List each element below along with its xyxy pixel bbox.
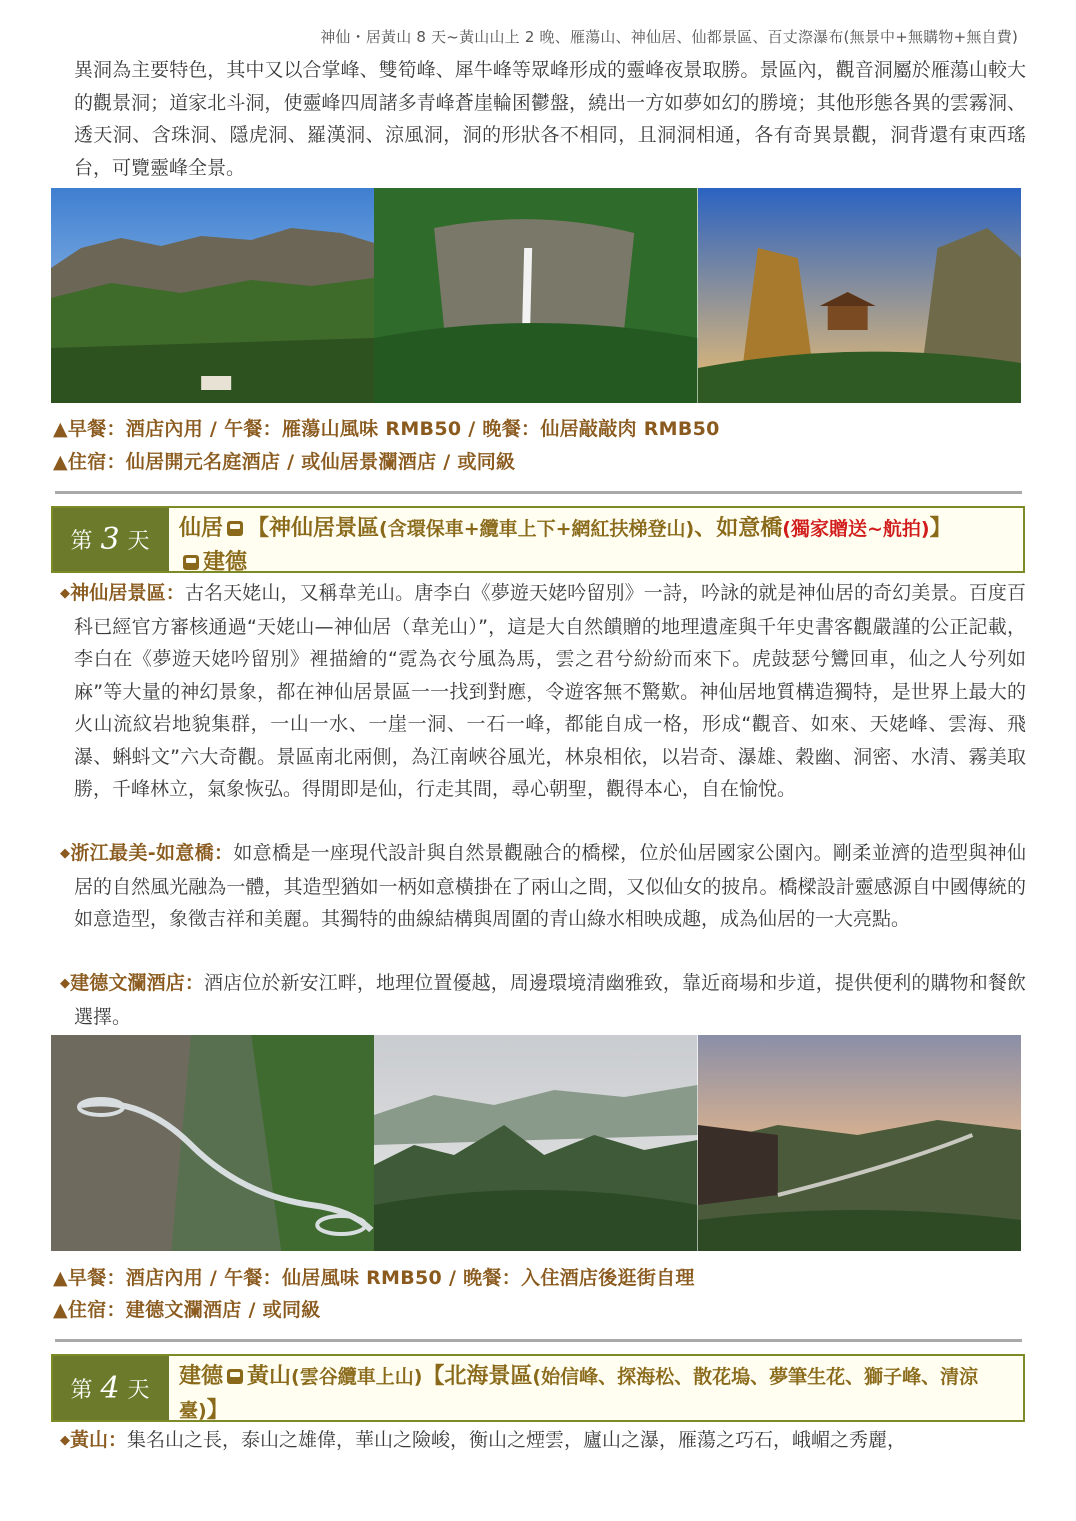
day3-item-scenic: ◆神仙居景區：古名天姥山，又稱韋羌山。唐李白《夢遊天姥吟留別》一詩，吟詠的就是神仙居的奇幻美景。百度百科已經官方審核通過“天姥山—神仙居（韋羌山）”，這是大自然饋贈的地理遺產與千年史書客觀嚴謹的公正記載，李白在《夢遊天姥吟留別》裡描繪的“霓為衣兮風為馬，雲之君兮紛紛而來下。虎鼓瑟兮鸞回車，仙之人兮列如麻”等大量的神幻景象，都在神仙居景區一一找到對應，令遊客無不驚歎。神仙居地質構造獨特，是世界上最大的火山流紋岩地貌集群，一山一水、一崖一洞、一石一峰，都能自成一格，形成“觀音、如來、天姥峰、雲海、飛瀑、蝌蚪文”六大奇觀。景區南北兩側，為江南峽谷風光，林泉相依，以岩奇、瀑雄、穀幽、洞密、水清、霧美取勝，千峰林立，氣象恢弘。得閒即是仙，行走其間，尋心朝聖，觀得本心，自在愉悅。 [60,582,1026,800]
day3-item-hotel: ◆建德文瀾酒店：酒店位於新安江畔，地理位置優越，周邊環境清幽雅致，靠近商場和步道，提供便利的購物和餐飲選擇。 [60,972,1026,1028]
day2-hotel: ▲住宿：仙居開元名庭酒店 / 或仙居景瀾酒店 / 或同級 [53,451,516,473]
intro-paragraph: 異洞為主要特色，其中又以合掌峰、雙筍峰、犀牛峰等眾峰形成的靈峰夜景取勝。景區內，觀音洞屬於雁蕩山較大的觀景洞；道家北斗洞，使靈峰四周諸多青峰蒼崖輪囷鬱盤，繞出一方如夢如幻的勝境；其他形態各異的雲霧洞、透天洞、含珠洞、隱虎洞、羅漢洞、涼風洞，洞的形狀各不相同，且洞洞相通，各有奇異景觀，洞背還有東西瑤台，可覽靈峰全景。 [74,59,1026,179]
diamond-icon: ◆ [60,586,71,601]
photo-row-day3 [51,1035,1021,1251]
day3-title: 仙居 【神仙居景區(含環保車+纜車上下+網紅扶梯登山)、如意橋(獨家贈送~航拍)】 建德 [179,516,952,575]
day4-label: 第 4 天 [53,1356,169,1420]
ruyi-bridge-photo [51,1035,374,1251]
diamond-icon: ◆ [60,976,71,991]
day4-header [51,1354,1025,1422]
waterfall-photo [374,188,697,403]
day3-hotel: ▲住宿：建德文瀾酒店 / 或同級 [53,1299,321,1321]
photo-row-day2 [51,188,1021,403]
diamond-icon: ◆ [60,1433,70,1448]
day4-item-huangshan: ◆黃山：集名山之長，泰山之雄偉，華山之險峻，衡山之煙雲，廬山之瀑，雁蕩之巧石，峨嵋之秀麗， [60,1429,907,1451]
page-header: 神仙・居黃山 8 天~黃山山上 2 晚、雁蕩山、神仙居、仙都景區、百丈漈瀑布(無景中+無購物+無自費) [320,28,1018,46]
section-divider [55,491,1022,494]
bus-icon [183,555,199,570]
day3-label: 第 3 天 [53,508,169,571]
day3-item-bridge: ◆浙江最美-如意橋：如意橋是一座現代設計與自然景觀融合的橋樑，位於仙居國家公園內。剛柔並濟的造型與神仙居的自然風光融為一體，其造型猶如一柄如意橫掛在了兩山之間，又似仙女的披帛。橋樑設計靈感源自中國傳統的如意造型，象徵吉祥和美麗。其獨特的曲線結構與周圍的青山綠水相映成趣，成為仙居的一大亮點。 [60,842,1026,930]
mountain-cloud-photo [374,1035,697,1251]
cliff-photo [51,188,374,403]
section-divider [55,1339,1022,1342]
day4-title: 建德 黃山(雲谷纜車上山)【北海景區(始信峰、探海松、散花塢、夢筆生花、獅子峰、清涼臺)】 [179,1364,979,1423]
day3-header [51,506,1025,573]
day3-meals: ▲早餐：酒店內用 / 午餐：仙居風味 RMB50 / 晚餐：入住酒店後逛街自理 [53,1267,695,1289]
sunset-bridge-photo [698,1035,1021,1251]
bus-icon [227,521,243,536]
diamond-icon: ◆ [60,846,71,861]
bus-icon [227,1369,243,1384]
day2-meals: ▲早餐：酒店內用 / 午餐：雁蕩山風味 RMB50 / 晚餐：仙居敲敲肉 RMB50 [53,418,720,440]
pavilion-photo [698,188,1021,403]
